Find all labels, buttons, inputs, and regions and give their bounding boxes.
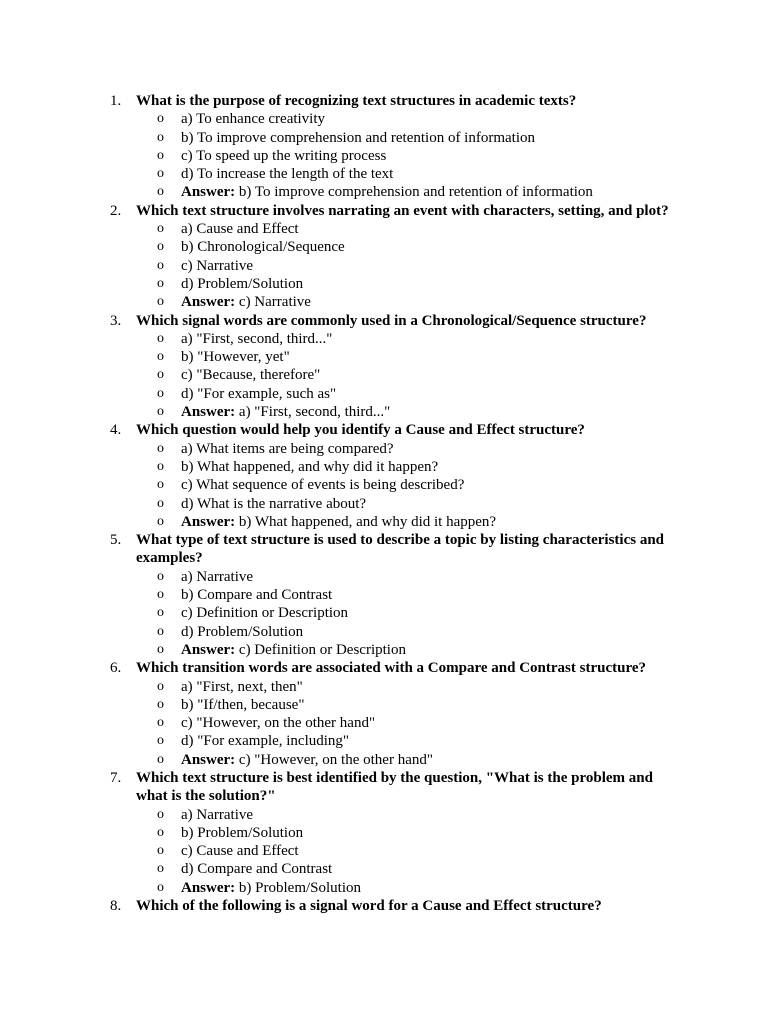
question-number: 5.	[110, 532, 122, 549]
question-item	[0, 92, 768, 110]
option-item	[0, 806, 768, 824]
option-item	[0, 147, 768, 165]
bullet-icon: o	[157, 641, 164, 657]
option-text: a) Cause and Effect	[181, 221, 299, 238]
answer-text: b) Problem/Solution	[238, 879, 361, 896]
question-item	[0, 312, 768, 330]
answer-item	[0, 751, 768, 769]
option-item	[0, 220, 768, 238]
option-text: a) To enhance creativity	[181, 111, 326, 128]
bullet-icon: o	[157, 440, 164, 456]
bullet-icon: o	[157, 678, 164, 694]
bullet-icon: o	[157, 221, 164, 237]
question-number: 6.	[110, 660, 122, 677]
option-text: b) What happened, and why did it happen?	[181, 458, 439, 475]
option-item	[0, 586, 768, 604]
question-item	[0, 659, 768, 677]
option-text: d) "For example, including"	[181, 733, 350, 750]
bullet-icon: o	[157, 715, 164, 731]
bullet-icon: o	[157, 824, 164, 840]
bullet-icon: o	[157, 568, 164, 584]
option-text: d) Problem/Solution	[181, 623, 304, 640]
question-number: 8.	[110, 898, 122, 915]
question-item	[0, 421, 768, 439]
answer-text: c) "However, on the other hand"	[238, 751, 433, 768]
option-text: b) "If/then, because"	[181, 696, 305, 713]
options-list	[0, 110, 768, 201]
bullet-icon: o	[157, 751, 164, 767]
option-text: d) To increase the length of the text	[181, 166, 394, 183]
question-text: Which text structure involves narrating an event with characters, setting, and plot?	[136, 202, 669, 219]
option-text: a) "First, next, then"	[181, 678, 303, 695]
option-item	[0, 714, 768, 732]
options-list	[0, 806, 768, 897]
bullet-icon: o	[157, 239, 164, 255]
bullet-icon: o	[157, 623, 164, 639]
answer-label: Answer:	[181, 751, 236, 768]
option-item	[0, 824, 768, 842]
option-item	[0, 275, 768, 293]
option-text: c) What sequence of events is being described?	[181, 477, 465, 494]
option-item	[0, 330, 768, 348]
option-text: b) Chronological/Sequence	[181, 239, 345, 256]
option-item	[0, 366, 768, 384]
option-item	[0, 678, 768, 696]
option-text: d) "For example, such as"	[181, 385, 337, 402]
question-item	[0, 202, 768, 220]
bullet-icon: o	[157, 733, 164, 749]
option-text: a) Narrative	[181, 568, 254, 585]
option-item	[0, 732, 768, 750]
question-text: Which text structure is best identified by the question, "What is the problem and what is the solution?"	[136, 769, 653, 805]
answer-item	[0, 293, 768, 311]
option-item	[0, 604, 768, 622]
option-item	[0, 257, 768, 275]
option-item	[0, 110, 768, 128]
option-text: c) "However, on the other hand"	[181, 715, 376, 732]
option-text: d) Problem/Solution	[181, 275, 304, 292]
bullet-icon: o	[157, 879, 164, 895]
answer-text: c) Narrative	[238, 294, 311, 311]
question-number: 7.	[110, 769, 122, 786]
bullet-icon: o	[157, 513, 164, 529]
option-item	[0, 385, 768, 403]
option-item	[0, 696, 768, 714]
option-text: a) What items are being compared?	[181, 440, 394, 457]
bullet-icon: o	[157, 605, 164, 621]
option-item	[0, 129, 768, 147]
bullet-icon: o	[157, 367, 164, 383]
option-text: a) Narrative	[181, 806, 254, 823]
option-text: b) To improve comprehension and retention of information	[181, 129, 536, 146]
bullet-icon: o	[157, 458, 164, 474]
question-item	[0, 897, 768, 915]
question-text: What is the purpose of recognizing text structures in academic texts?	[136, 93, 577, 109]
answer-label: Answer:	[181, 879, 236, 896]
bullet-icon: o	[157, 861, 164, 877]
question-number: 4.	[110, 422, 122, 439]
options-list	[0, 330, 768, 421]
question-item	[0, 531, 768, 568]
question-text: What type of text structure is used to describe a topic by listing characteristics and examples?	[136, 532, 665, 567]
bullet-icon: o	[157, 184, 164, 200]
question-text: Which transition words are associated with a Compare and Contrast structure?	[136, 660, 646, 677]
answer-item	[0, 879, 768, 897]
bullet-icon: o	[157, 385, 164, 401]
options-list	[0, 440, 768, 531]
option-text: c) Cause and Effect	[181, 843, 299, 860]
bullet-icon: o	[157, 696, 164, 712]
question-item	[0, 769, 768, 806]
bullet-icon: o	[157, 349, 164, 365]
bullet-icon: o	[157, 477, 164, 493]
option-text: b) "However, yet"	[181, 349, 290, 366]
answer-item	[0, 403, 768, 421]
option-text: a) "First, second, third..."	[181, 330, 333, 347]
options-list	[0, 220, 768, 311]
bullet-icon: o	[157, 275, 164, 291]
bullet-icon: o	[157, 257, 164, 273]
answer-item	[0, 641, 768, 659]
option-text: c) Narrative	[181, 257, 254, 274]
question-number: 2.	[110, 202, 122, 219]
option-item	[0, 495, 768, 513]
option-text: c) "Because, therefore"	[181, 367, 321, 384]
option-text: b) Problem/Solution	[181, 824, 304, 841]
option-item	[0, 458, 768, 476]
option-item	[0, 440, 768, 458]
option-text: c) To speed up the writing process	[181, 147, 387, 164]
option-text: d) Compare and Contrast	[181, 861, 333, 878]
answer-text: a) "First, second, third..."	[238, 404, 391, 421]
question-text: Which of the following is a signal word for a Cause and Effect structure?	[136, 898, 602, 915]
bullet-icon: o	[157, 806, 164, 822]
bullet-icon: o	[157, 843, 164, 859]
answer-text: b) To improve comprehension and retention of information	[238, 184, 593, 201]
answer-label: Answer:	[181, 184, 236, 201]
option-item	[0, 165, 768, 183]
answer-text: b) What happened, and why did it happen?	[238, 513, 497, 530]
options-list	[0, 568, 768, 659]
option-text: b) Compare and Contrast	[181, 587, 333, 604]
bullet-icon: o	[157, 147, 164, 163]
bullet-icon: o	[157, 294, 164, 310]
option-item	[0, 860, 768, 878]
bullet-icon: o	[157, 129, 164, 145]
option-item	[0, 348, 768, 366]
answer-label: Answer:	[181, 513, 236, 530]
option-item	[0, 238, 768, 256]
bullet-icon: o	[157, 166, 164, 182]
option-item	[0, 623, 768, 641]
bullet-icon: o	[157, 587, 164, 603]
bullet-icon: o	[157, 404, 164, 420]
question-text: Which signal words are commonly used in a Chronological/Sequence structure?	[136, 312, 647, 329]
answer-item	[0, 183, 768, 201]
answer-item	[0, 513, 768, 531]
answer-label: Answer:	[181, 294, 236, 311]
question-number: 3.	[110, 312, 122, 329]
bullet-icon: o	[157, 330, 164, 346]
options-list	[0, 678, 768, 769]
answer-text: c) Definition or Description	[238, 641, 406, 658]
question-text: Which question would help you identify a Cause and Effect structure?	[136, 422, 585, 439]
bullet-icon: o	[157, 111, 164, 127]
quiz-document	[0, 92, 768, 915]
bullet-icon: o	[157, 495, 164, 511]
option-text: d) What is the narrative about?	[181, 495, 367, 512]
option-item	[0, 476, 768, 494]
option-item	[0, 842, 768, 860]
answer-label: Answer:	[181, 404, 236, 421]
option-text: c) Definition or Description	[181, 605, 349, 622]
answer-label: Answer:	[181, 641, 236, 658]
question-number: 1.	[110, 93, 122, 109]
option-item	[0, 568, 768, 586]
